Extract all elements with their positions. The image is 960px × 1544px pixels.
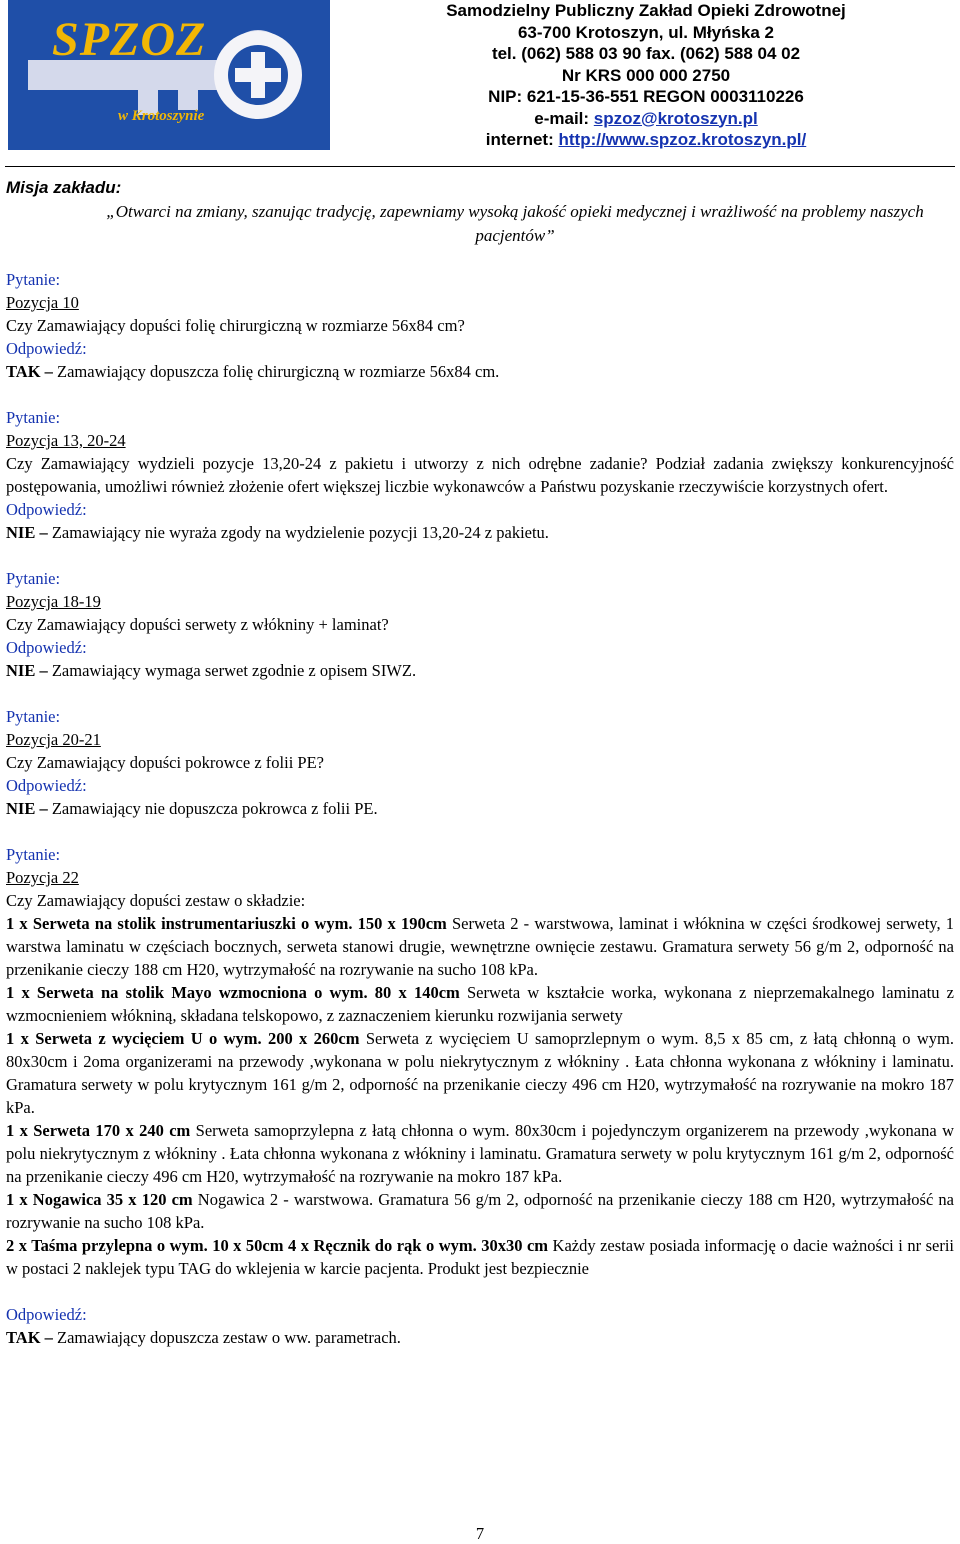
answer-label: Odpowiedź:	[6, 1305, 87, 1324]
qa-item	[6, 567, 954, 682]
institution-header	[340, 0, 952, 151]
question-label: Pytanie:	[6, 707, 61, 726]
question-text: Czy Zamawiający dopuści folię chirurgiczną w rozmiarze 56x84 cm?	[6, 316, 465, 335]
set-item: 1 x Nogawica 35 x 120 cm Nogawica 2 - warstwowa. Gramatura 56 g/m 2, odporność na przenikanie cieczy 188 cm H20, wytrzymałość na rozrywanie na sucho 108 kPa.	[6, 1190, 954, 1232]
spzoz-logo	[8, 0, 330, 150]
question-label: Pytanie:	[6, 408, 61, 427]
www-line: internet: http://www.spzoz.krotoszyn.pl/	[485, 130, 807, 149]
position-title: Pozycja 13, 20-24	[6, 431, 126, 450]
answer-label: Odpowiedź:	[6, 339, 87, 358]
institution-phone: tel. (062) 588 03 90 fax. (062) 588 04 02	[491, 44, 801, 63]
answer-label: Odpowiedź:	[6, 500, 87, 519]
position-title: Pozycja 22	[6, 868, 79, 887]
institution-nip-regon: NIP: 621-15-36-551 REGON 0003110226	[488, 87, 804, 106]
qa-body	[6, 268, 954, 1349]
set-item: 1 x Serweta 170 x 240 cm Serweta samoprzylepna z łatą chłonna o wym. 80x30cm i pojedynczym organizerem na przewody ,wykonana w polu niekrytycznym z włókniny . Łata chłonna wykonana z włókniny i laminatu. Gramatura serwety w polu krytycznym 161 g/m 2, odporność na przenikanie cieczy 496 cm H20, wytrzymałość na rozrywanie na mokro 187 kPa.	[6, 1121, 954, 1186]
answer-label: Odpowiedź:	[6, 776, 87, 795]
logo-city-text: w Krotoszynie	[118, 108, 205, 124]
position-title: Pozycja 20-21	[6, 730, 101, 749]
question-label: Pytanie:	[6, 845, 61, 864]
set-item: 1 x Serweta na stolik instrumentariuszki o wym. 150 x 190cm Serweta 2 - warstwowa, laminat i włóknina w części środkowej serwety, 1 warstwa laminatu w częściach bocznych, serweta stanowi drugie, wewnętrzne ownięcie zestawu. Gramatura serwety 56 g/m 2, odporność na przenikanie cieczy 188 cm H20, wytrzymałość na rozrywanie na sucho 108 kPa.	[6, 914, 954, 979]
answer-text: TAK – Zamawiający dopuszcza folię chirurgiczną w rozmiarze 56x84 cm.	[6, 362, 500, 381]
email-line: e-mail: spzoz@krotoszyn.pl	[534, 108, 758, 128]
position-title: Pozycja 18-19	[6, 592, 101, 611]
answer-label: Odpowiedź:	[6, 638, 87, 657]
institution-name: Samodzielny Publiczny Zakład Opieki Zdrowotnej	[446, 1, 846, 20]
qa-item	[6, 705, 954, 820]
question-text: Czy Zamawiający dopuści serwety z włókniny + laminat?	[6, 615, 389, 634]
institution-krs: Nr KRS 000 000 2750	[561, 65, 731, 85]
answer-text: NIE – Zamawiający wymaga serwet zgodnie z opisem SIWZ.	[6, 661, 417, 680]
header-divider	[5, 166, 955, 167]
mission-label: Misja zakładu:	[6, 178, 122, 197]
website-link[interactable]: http://www.spzoz.krotoszyn.pl/	[558, 130, 807, 149]
question-text: Czy Zamawiający wydzieli pozycje 13,20-24 z pakietu i utworzy z nich odrębne zadanie? Podział zadania zwiększy konkurencyjność postępowania, umożliwi również złożenie ofert większej liczbie wykonawców a Państwu pozyskanie rzeczywiście korzystnych ofert.	[6, 454, 954, 496]
question-label: Pytanie:	[6, 569, 61, 588]
answer-text: TAK – Zamawiający dopuszcza zestaw o ww. parametrach.	[6, 1328, 401, 1347]
answer-text: NIE – Zamawiający nie wyraża zgody na wydzielenie pozycji 13,20-24 z pakietu.	[6, 523, 549, 542]
qa-item	[6, 268, 954, 383]
set-item: 1 x Serweta na stolik Mayo wzmocniona o wym. 80 x 140cm Serweta w kształcie worka, wykonana z nieprzemakalnego laminatu z wzmocnieniem włókniną, składana telskopowo, z zaznaczeniem kierunku rozwijania serwety	[6, 983, 954, 1025]
email-link[interactable]: spzoz@krotoszyn.pl	[593, 108, 758, 128]
qa-item	[6, 406, 954, 544]
logo-brand-text: SPZOZ	[52, 13, 207, 66]
set-item: 1 x Serweta z wycięciem U o wym. 200 x 260cm Serweta z wycięciem U samoprzlepnym o wym. 8,5 x 85 cm, z łatą chłonną o wym. 80x30cm i 2oma organizerami na przewody ,wykonana w polu niekrytycznym z włókniny . Łata chłonna wykonana z włókniny i laminatu. Gramatura serwety w polu krytycznym 161 g/m 2, odporność na przenikanie cieczy 496 cm H20, wytrzymałość na rozrywanie na mokro 187 kPa.	[6, 1029, 954, 1117]
answer-text: NIE – Zamawiający nie dopuszcza pokrowca z folii PE.	[6, 799, 378, 818]
mission-text: „Otwarci na zmiany, szanując tradycję, zapewniamy wysoką jakość opieki medycznej i wrażliwość na problemy naszych pacjentów”	[106, 202, 924, 245]
qa-item-22	[6, 843, 954, 1349]
question-intro: Czy Zamawiający dopuści zestaw o składzie:	[6, 891, 306, 910]
set-item: 2 x Taśma przylepna o wym. 10 x 50cm 4 x Ręcznik do rąk o wym. 30x30 cm Każdy zestaw posiada informację o dacie ważności i nr serii w postaci 2 naklejek typu TAG do wklejenia w karcie pacjenta. Produkt jest bezpiecznie	[6, 1236, 954, 1278]
position-title: Pozycja 10	[6, 293, 79, 312]
question-text: Czy Zamawiający dopuści pokrowce z folii PE?	[6, 753, 324, 772]
question-label: Pytanie:	[6, 270, 61, 289]
institution-address: 63-700 Krotoszyn, ul. Młyńska 2	[517, 22, 775, 42]
page-number: 7	[475, 1524, 485, 1543]
